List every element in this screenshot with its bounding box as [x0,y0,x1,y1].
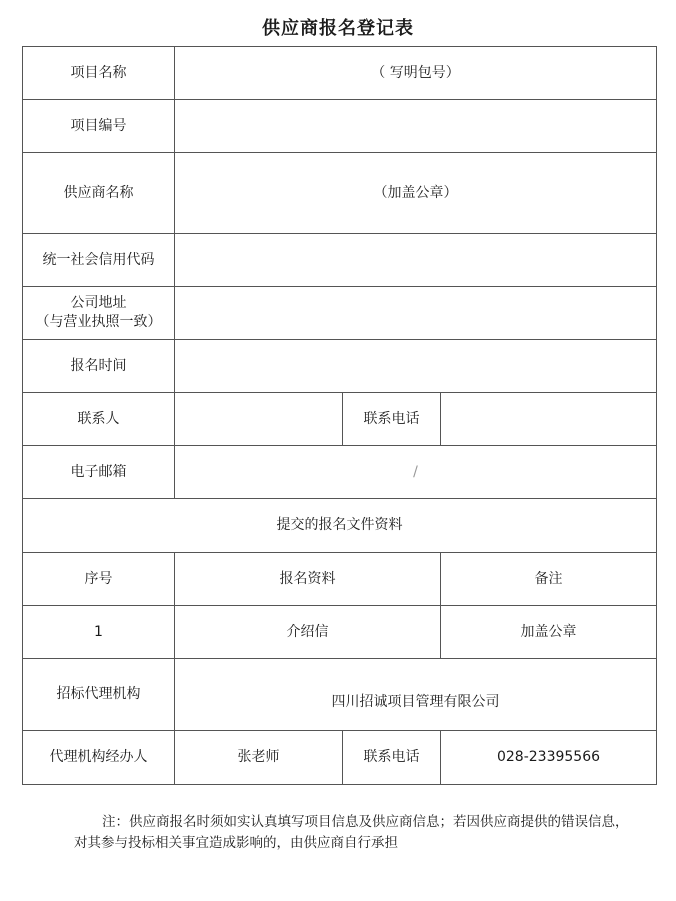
project-name-label: 项目名称 [23,47,175,100]
address-row [23,287,657,340]
contact-field[interactable] [175,393,343,446]
column-header-document: 报名资料 [175,553,441,606]
contact-phone-label: 联系电话 [343,393,441,446]
email-label: 电子邮箱 [23,446,175,499]
document-remark: 加盖公章 [441,606,657,659]
footnote: 注：供应商报名时须如实认真填写项目信息及供应商信息；若因供应商提供的错误信息，对其参与投标相关事宜造成影响的，由供应商自行承担 [74,814,629,851]
credit-code-field[interactable] [175,234,657,287]
email-row [23,446,657,499]
registration-time-label: 报名时间 [23,340,175,393]
registration-form-table [22,46,657,785]
project-number-row [23,100,657,153]
address-label-line2: （与营业执照一致） [35,314,162,330]
contact-phone-field[interactable] [441,393,657,446]
agent-value: 张老师 [175,731,343,785]
credit-code-row [23,234,657,287]
project-name-row [23,47,657,100]
column-header-number: 序号 [23,553,175,606]
contact-label: 联系人 [23,393,175,446]
column-header-remark: 备注 [441,553,657,606]
agent-phone-label: 联系电话 [343,731,441,785]
form-title: 供应商报名登记表 [262,18,414,39]
address-label-line1: 公司地址 [70,295,127,311]
address-label [23,287,175,340]
agency-row [23,659,657,731]
credit-code-label: 统一社会信用代码 [23,234,175,287]
supplier-name-row [23,153,657,234]
document-number: 1 [23,606,175,659]
supplier-name-field[interactable]: （加盖公章） [175,153,657,234]
email-field[interactable]: / [175,446,657,499]
documents-heading: 提交的报名文件资料 [23,499,657,553]
agent-phone-value: 028-23395566 [441,731,657,785]
agent-row [23,731,657,785]
agent-label: 代理机构经办人 [23,731,175,785]
agency-value: 四川招诚项目管理有限公司 [175,659,657,731]
supplier-name-label: 供应商名称 [23,153,175,234]
registration-time-row [23,340,657,393]
table-row [23,606,657,659]
project-name-field[interactable]: （ 写明包号） [175,47,657,100]
address-field[interactable] [175,287,657,340]
registration-time-field[interactable] [175,340,657,393]
project-number-label: 项目编号 [23,100,175,153]
agency-label: 招标代理机构 [23,659,175,731]
project-number-field[interactable] [175,100,657,153]
contact-row [23,393,657,446]
documents-heading-row [23,499,657,553]
document-name: 介绍信 [175,606,441,659]
documents-header-row [23,553,657,606]
